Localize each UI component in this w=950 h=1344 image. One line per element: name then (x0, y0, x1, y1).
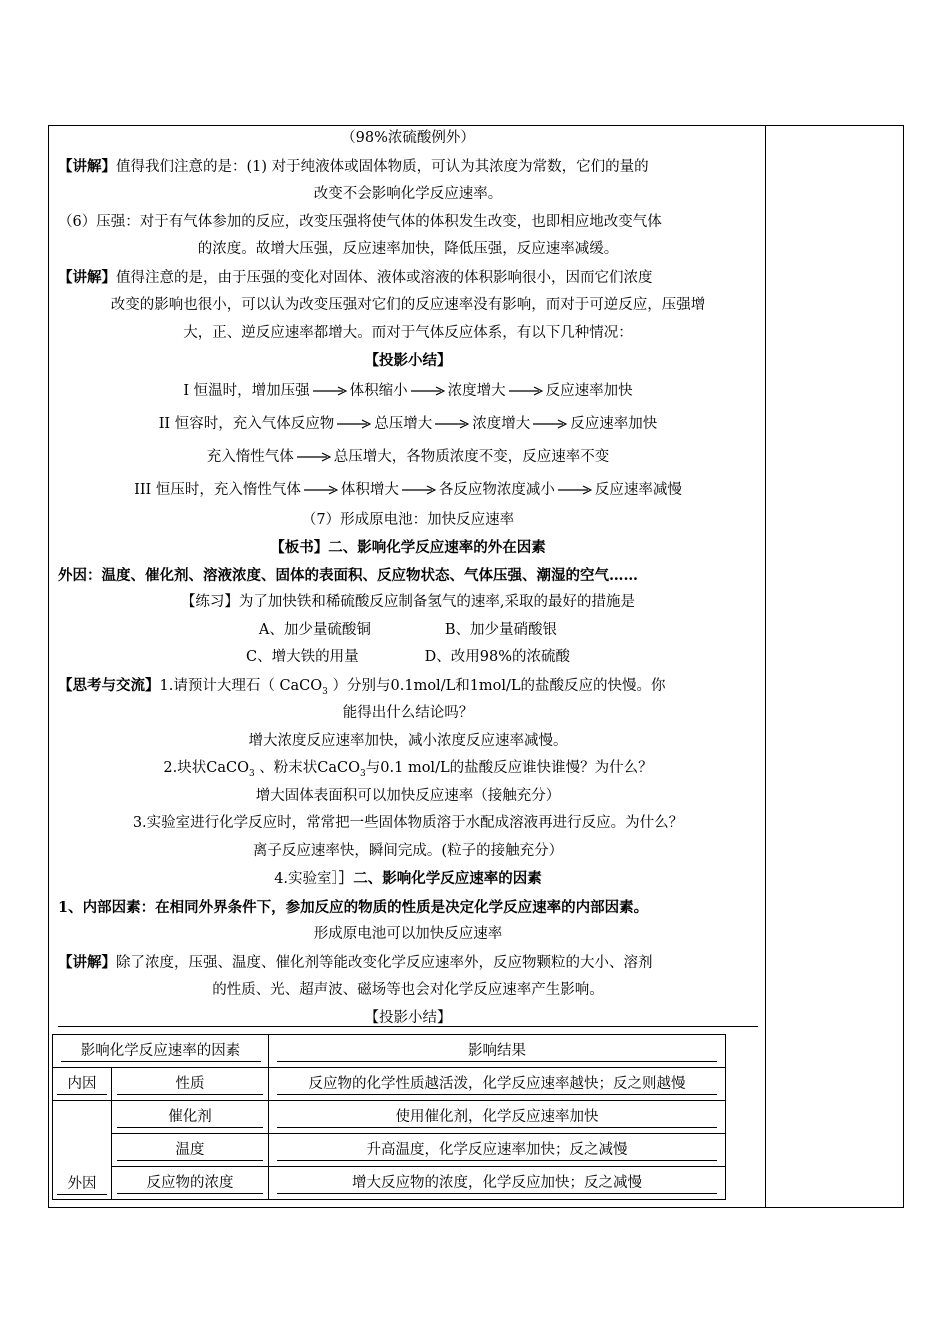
line-think-1b: 能得出什么结论吗？ (342, 705, 474, 721)
table-row (53, 1167, 726, 1200)
case-row-1: I 恒温时，增加压强 体积缩小 浓度增大 反应速率加快 (183, 382, 633, 399)
projection-summary-title: 【投影小结】 (364, 352, 452, 369)
table-header-row (53, 1035, 726, 1068)
board-heading-external: 【板书】二、影响化学反应速率的外在因素 (270, 539, 546, 556)
arrow-icon (337, 419, 371, 429)
line-galvanic-2: 形成原电池可以加快反应速率 (313, 926, 503, 942)
table-row (53, 1068, 726, 1101)
line-explain-2b: 改变的影响也很小，可以认为改变压强对它们的反应速率没有影响，而对于可逆反应，压强增 (110, 297, 706, 313)
header-factor-cell: 影响化学反应速率的因素 (53, 1035, 269, 1068)
line-explain-2c: 大，正、逆反应速率都增大。而对于气体反应体系，有以下几种情况： (183, 324, 633, 341)
factor-cell: 催化剂 (112, 1101, 269, 1134)
line-explain-2: 【讲解】值得注意的是，由于压强的变化对固体、液体或溶液的体积影响很小，因而它们浓度 (58, 268, 653, 286)
line-galvanic: （7）形成原电池：加快反应速率 (301, 511, 515, 528)
line-think-3: 3.实验室进行化学反应时，常常把一些固体物质溶于水配成溶液再进行反应。为什么？ (132, 815, 684, 831)
line-answer-1: 增大浓度反应速率加快，减小浓度反应速率减慢。 (248, 732, 568, 749)
header-result-cell: 影响结果 (269, 1035, 726, 1068)
arrow-icon (533, 419, 567, 429)
line-options-cd: C、增大铁的用量 D、改用98%的浓硫酸 (246, 649, 570, 665)
line-explain-1: 【讲解】值得我们注意的是：(1) 对于纯液体或固体物质，可认为其浓度为常数，它们的量的 (58, 157, 649, 175)
line-think-1: 【思考与交流】1.请预计大理石（ CaCO$_3$ ）分别与0.1mol/L和1mol/L的盐酸反应的快慢。你 (58, 676, 666, 697)
arrow-icon (435, 419, 469, 429)
line-exception: （98%浓硫酸例外） (341, 130, 475, 146)
line-explain-3b: 的性质、光、超声波、磁场等也会对化学反应速率产生影响。 (212, 982, 604, 998)
table-row (53, 1101, 726, 1134)
summary-table (52, 1034, 726, 1200)
arrow-icon (313, 386, 347, 396)
case-row-2: II 恒容时，充入气体反应物 总压增大 浓度增大 反应速率加快 (158, 415, 658, 432)
arrow-icon (558, 485, 592, 495)
main-content (58, 125, 758, 1032)
line-internal-factors: 1、内部因素：在相同外界条件下，参加反应的物质的性质是决定化学反应速率的内部因素。 (58, 898, 649, 916)
line-explain-1b: 改变不会影响化学反应速率。 (313, 186, 503, 202)
result-cell: 使用催化剂，化学反应速率加快 (269, 1101, 726, 1134)
arrow-icon (411, 386, 445, 396)
arrow-icon (297, 452, 331, 462)
factor-cell: 温度 (112, 1134, 269, 1167)
table-row (53, 1134, 726, 1167)
external-label-cell: 外因 (53, 1101, 112, 1200)
line-think-2: 2.块状CaCO$_3$ 、粉末状CaCO$_3$与0.1 mol/L的盐酸反应谁快谁慢？为什么？ (163, 760, 653, 779)
line-lab-heading: 4.实验室］］二、影响化学反应速率的因素 (274, 870, 542, 887)
line-options-ab: A、加少量硫酸铜 B、加少量硝酸银 (258, 621, 558, 638)
line-exercise: 【练习】为了加快铁和稀硫酸反应制备氢气的速率,采取的最好的措施是 (180, 594, 636, 610)
arrow-icon (509, 386, 543, 396)
result-cell: 反应物的化学性质越活泼，化学反应速率越快；反之则越慢 (269, 1068, 726, 1101)
horizontal-rule (58, 1026, 758, 1027)
column-separator (765, 125, 766, 1208)
line-external-factors: 外因：温度、催化剂、溶液浓度、固体的表面积、反应物状态、气体压强、潮湿的空气…… (58, 566, 638, 584)
factor-cell: 反应物的浓度 (112, 1167, 269, 1200)
line-answer-3: 离子反应速率快，瞬间完成。(粒子的接触充分） (252, 842, 564, 859)
line-explain-3: 【讲解】除了浓度，压强、温度、催化剂等能改变化学反应速率外，反应物颗粒的大小、溶剂 (58, 953, 653, 971)
arrow-icon (304, 485, 338, 495)
result-cell: 增大反应物的浓度，化学反应加快；反之减慢 (269, 1167, 726, 1200)
line-pressure: （6）压强：对于有气体参加的反应，改变压强将使气体的体积发生改变，也即相应地改变气体 (58, 213, 662, 230)
line-answer-2: 增大固体表面积可以加快反应速率（接触充分） (255, 787, 561, 804)
result-cell: 升高温度，化学反应速率加快；反之减慢 (269, 1134, 726, 1167)
factor-cell: 性质 (112, 1068, 269, 1101)
case-row-3: 充入惰性气体 总压增大，各物质浓度不变，反应速率不变 (206, 448, 610, 465)
arrow-icon (402, 485, 436, 495)
internal-label-cell: 内因 (53, 1068, 112, 1101)
projection-summary-title-2: 【投影小结】 (364, 1009, 452, 1026)
case-row-4: III 恒压时，充入惰性气体 体积增大 各反应物浓度减小 反应速率减慢 (134, 481, 682, 498)
line-pressure-b: 的浓度。故增大压强，反应速率加快，降低压强，反应速率减缓。 (197, 241, 619, 257)
